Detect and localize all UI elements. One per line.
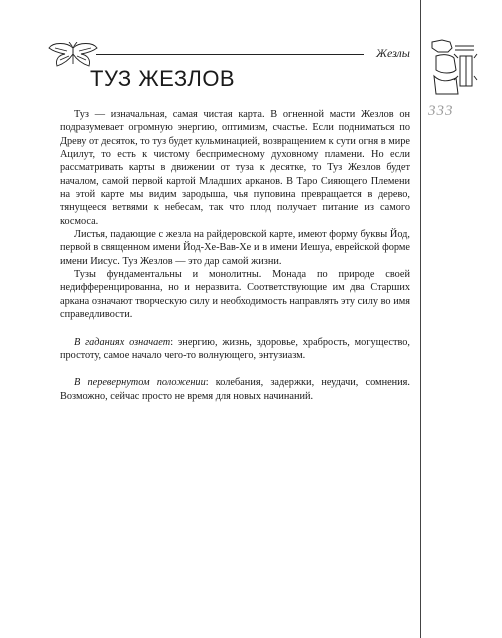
- divinatory-label: В гаданиях означает: [74, 336, 171, 348]
- header-rule: [96, 54, 364, 55]
- paragraph: Листья, падающие с жезла на райдеровской карте, имеют форму буквы Йод, первой в священном имени Йод-Хе-Вав-Хе и в имени Иешуа, еврейской форме имени Иисус. Туз Жезлов — это дар самой жизни.: [60, 229, 410, 267]
- body-text: [60, 108, 410, 403]
- section-label: Жезлы: [376, 46, 410, 60]
- reversed-paragraph: [60, 376, 410, 403]
- paragraph: Туз — изначальная, самая чистая карта. В огненной масти Жезлов он подразумевает огромную энергию, оптимизм, счастье. Если подниматься по Древу от десяток, то туз будет кульминацией, возвращением к сути огня в мире Ацилут, то есть к чистому беспримесному духовному пламени. Но если рассматривать карты в движении от туза к десятке, то Туз Жезлов будет началом, самой первой картой Младших арканов. В Таро Сияющего Племени на этой карте мы видим зародыша, чья пуповина превращается в дерево, тянущееся ветвями к небесам, так что плод получает питание из самого космоса.: [60, 109, 410, 227]
- paragraph: Тузы фундаментальны и монолитны. Монада по природе своей недифференцированна, но и неразвита. Соответствующие им два Старших аркана означают творческую силу и необходимость направлять эту силу во имя справедливости.: [60, 269, 410, 321]
- reversed-label: В перевернутом положении: [74, 377, 206, 389]
- margin-vertical-line: [420, 0, 421, 638]
- divinatory-paragraph: [60, 336, 410, 363]
- page-title: ТУЗ ЖЕЗЛОВ: [90, 66, 236, 91]
- page-number: 333: [428, 103, 454, 119]
- wand-hand-icon: [428, 36, 478, 100]
- divinatory-text: : энергию, жизнь, здоровье, храбрость, могущество, простоту, самое начало чего-то волнующего, энтузиазм.: [60, 336, 411, 361]
- reversed-text: : колебания, задержки, неудачи, сомнения. Возможно, сейчас просто не время для новых начинаний.: [60, 377, 410, 402]
